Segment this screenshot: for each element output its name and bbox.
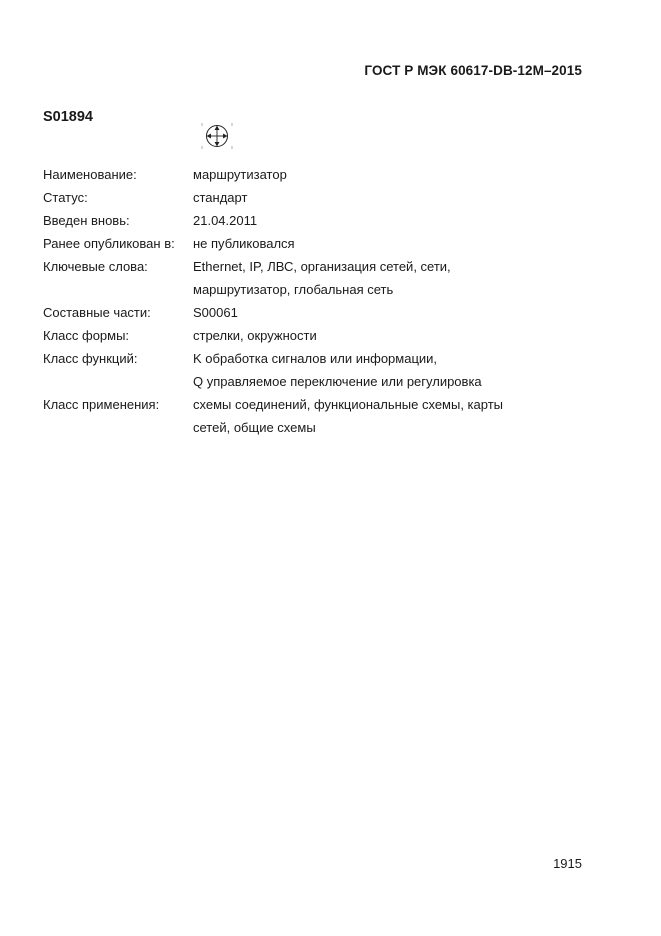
field-label: Составные части: [43,305,151,320]
field-value [193,232,583,255]
field-value-line: маршрутизатор, глобальная сеть [193,282,394,297]
field-value-line: K обработка сигналов или информации, [193,351,438,366]
field-row-keywords [43,255,583,301]
page-number: 1915 [553,856,582,871]
field-label: Ключевые слова: [43,259,148,274]
field-label: Введен вновь: [43,213,130,228]
router-symbol-icon [200,119,234,153]
field-row-shape-class [43,324,583,347]
field-value [193,393,583,439]
field-value [193,163,583,186]
field-value-line: Ethernet, IP, ЛВС, организация сетей, сети, [193,259,451,274]
router-arrows [208,127,227,146]
field-value [193,186,583,209]
field-value [193,255,583,301]
field-row-name [43,163,583,186]
symbol-id: S01894 [43,109,93,125]
field-value-line: 21.04.2011 [193,213,258,228]
field-row-status [43,186,583,209]
field-label: Наименование: [43,167,137,182]
field-label: Класс формы: [43,328,130,343]
field-value-line: стрелки, окружности [193,328,317,343]
field-value-line: схемы соединений, функциональные схемы, карты [193,397,504,412]
field-value [193,209,583,232]
field-label: Класс применения: [43,397,160,412]
field-value-line: стандарт [193,190,248,205]
symbol-properties [43,163,583,439]
field-row-introduced [43,209,583,232]
field-row-components [43,301,583,324]
field-value-line: не публиковался [193,236,295,251]
field-value [193,324,583,347]
field-label: Класс функций: [43,351,138,366]
field-label: Ранее опубликован в: [43,236,175,251]
field-value-line: сетей, общие схемы [193,420,316,435]
field-value [193,301,583,324]
field-row-function-class [43,347,583,393]
document-code-header: ГОСТ Р МЭК 60617-DB-12M–2015 [364,63,582,78]
field-value [193,347,583,393]
field-row-application-class [43,393,583,439]
field-value-line: Q управляемое переключение или регулировка [193,374,482,389]
field-row-previously-published [43,232,583,255]
field-value-line: маршрутизатор [193,167,287,182]
field-label: Статус: [43,190,88,205]
field-value-line: S00061 [193,305,238,320]
